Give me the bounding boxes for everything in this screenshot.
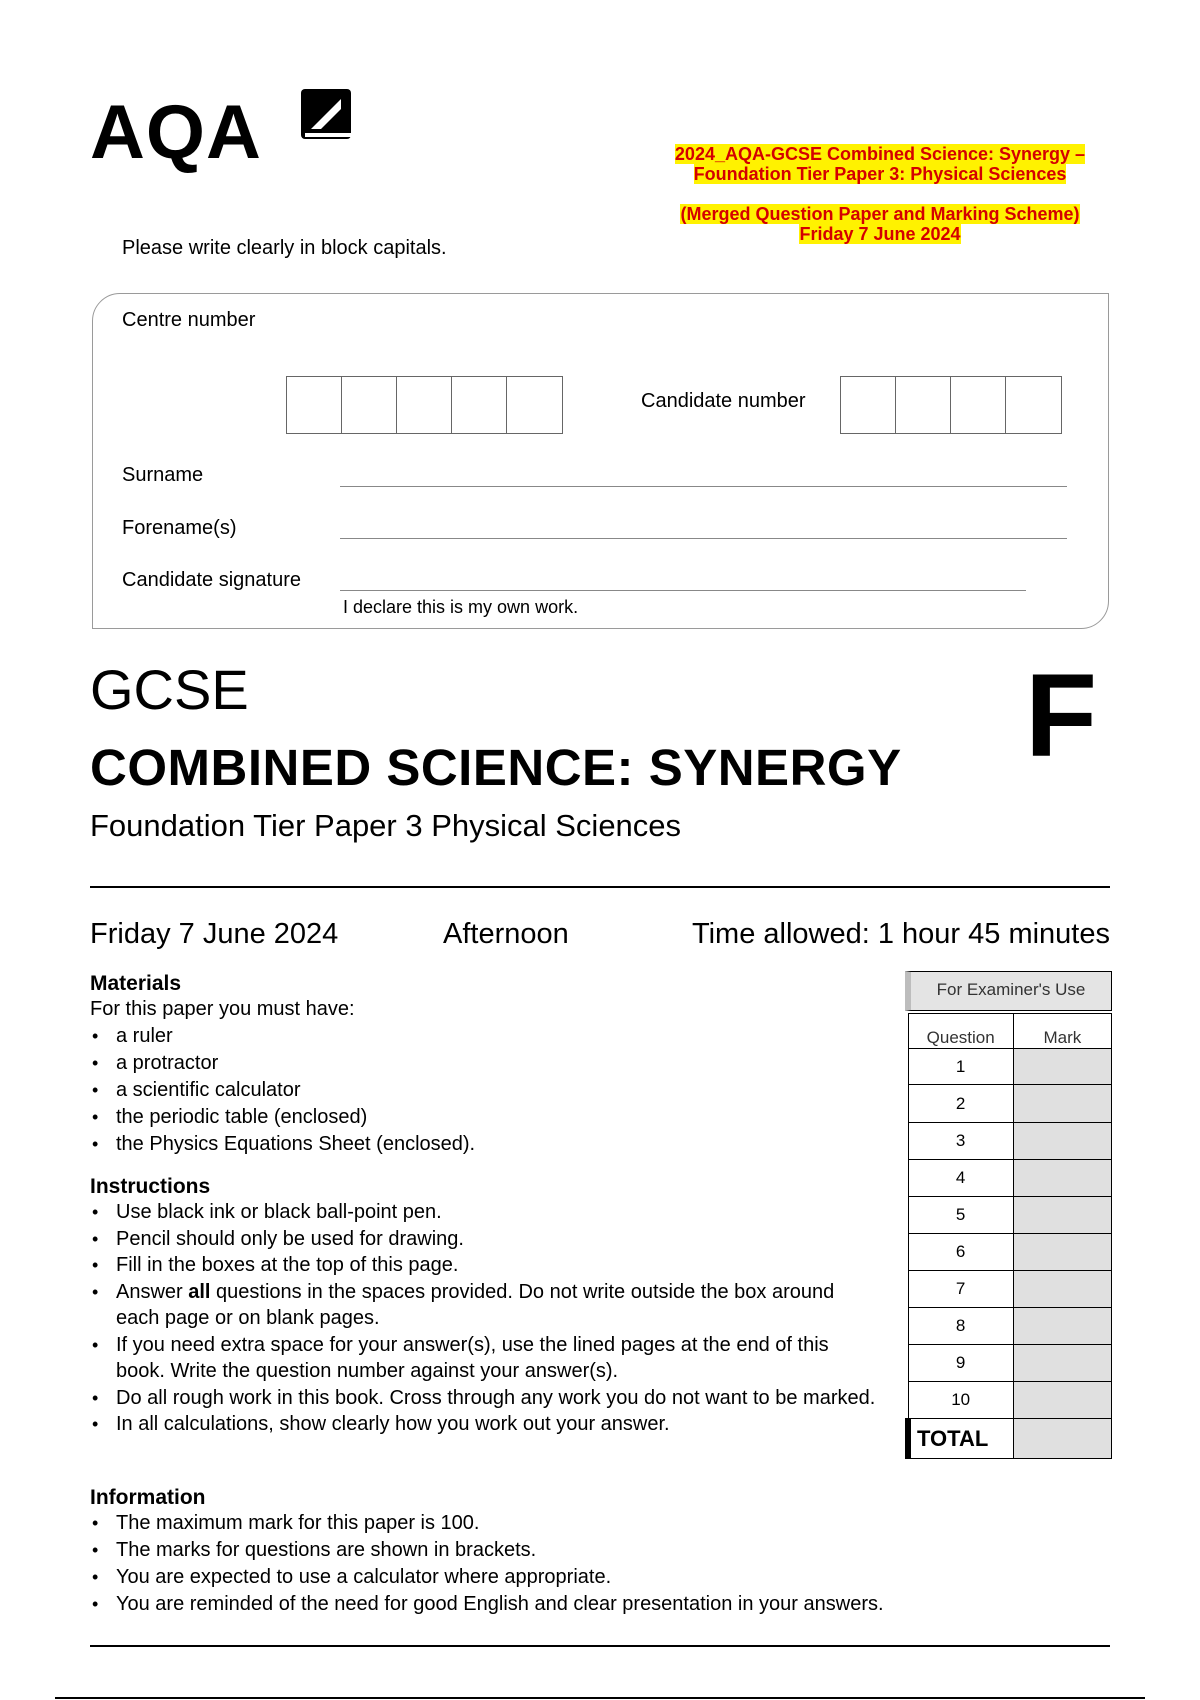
total-mark-cell[interactable]: [1013, 1419, 1111, 1459]
list-item: • Use black ink or black ball-point pen.: [90, 1199, 880, 1226]
list-item: • The marks for questions are shown in brackets.: [90, 1537, 1090, 1564]
highlight-subtitle: [620, 204, 1140, 244]
forename-input[interactable]: [340, 538, 1067, 539]
list-item: • Fill in the boxes at the top of this page.: [90, 1252, 880, 1279]
highlight-line-4: Friday 7 June 2024: [799, 224, 961, 244]
forename-label: Forename(s): [122, 517, 237, 539]
materials-list: [90, 1023, 890, 1158]
declaration-text: I declare this is my own work.: [343, 597, 579, 617]
mark-cell[interactable]: [1013, 1049, 1111, 1085]
mark-cell[interactable]: [1013, 1308, 1111, 1345]
information-list: [90, 1510, 1090, 1618]
question-number: 8: [908, 1308, 1013, 1345]
marks-table: [905, 1013, 1112, 1459]
list-item: • You are expected to use a calculator where appropriate.: [90, 1564, 1090, 1591]
question-number: 4: [908, 1160, 1013, 1197]
total-label: TOTAL: [908, 1419, 1013, 1459]
list-item: • If you need extra space for your answer(s), use the lined pages at the end of this book. Write the question number against your answer(s).: [90, 1332, 880, 1385]
surname-input[interactable]: [340, 486, 1067, 487]
centre-digit-box[interactable]: [287, 377, 342, 433]
table-row: [908, 1085, 1112, 1123]
table-row: [908, 1123, 1112, 1160]
aqa-logo: [90, 85, 360, 185]
table-row: [908, 1197, 1112, 1234]
time-allowed: Time allowed: 1 hour 45 minutes: [691, 918, 1110, 950]
question-number: 7: [908, 1271, 1013, 1308]
question-column-header: Question: [908, 1014, 1013, 1049]
list-item: • You are reminded of the need for good English and clear presentation in your answers.: [90, 1591, 1090, 1618]
mark-cell[interactable]: [1013, 1123, 1111, 1160]
exam-session: Afternoon: [443, 918, 569, 950]
highlight-title: [620, 144, 1140, 184]
candidate-digit-box[interactable]: [896, 377, 951, 433]
exam-date: Friday 7 June 2024: [90, 918, 339, 950]
question-number: 5: [908, 1197, 1013, 1234]
candidate-digit-box[interactable]: [1006, 377, 1061, 433]
examiner-use-table: [905, 971, 1112, 1459]
subject-title: COMBINED SCIENCE: SYNERGY: [90, 739, 902, 796]
list-item: • Do all rough work in this book. Cross through any work you do not want to be marked.: [90, 1385, 880, 1412]
tier-letter: F: [1025, 650, 1098, 782]
list-item: • a protractor: [90, 1050, 890, 1077]
list-item: [90, 1279, 880, 1332]
highlight-line-3: (Merged Question Paper and Marking Scheme): [680, 204, 1080, 224]
block-capitals-note: Please write clearly in block capitals.: [122, 237, 447, 259]
page-edge-line: [55, 1697, 1145, 1699]
mark-cell[interactable]: [1013, 1160, 1111, 1197]
highlight-line-1: 2024_AQA-GCSE Combined Science: Synergy –: [674, 144, 1086, 164]
centre-number-label: Centre number: [122, 309, 256, 331]
centre-digit-box[interactable]: [342, 377, 397, 433]
signature-input[interactable]: [340, 590, 1026, 591]
question-number: 1: [908, 1049, 1013, 1085]
information-section: [90, 1486, 1090, 1618]
list-item: • The maximum mark for this paper is 100.: [90, 1510, 1090, 1537]
mark-column-header: Mark: [1013, 1014, 1111, 1049]
instructions-list: [90, 1199, 880, 1438]
aqa-logo-mark-icon: [297, 85, 355, 143]
examiner-use-title: For Examiner's Use: [905, 971, 1112, 1011]
instructions-heading: Instructions: [90, 1175, 211, 1198]
mark-cell[interactable]: [1013, 1085, 1111, 1123]
table-row: [908, 1382, 1112, 1419]
signature-label: Candidate signature: [122, 569, 302, 591]
divider: [90, 886, 1110, 888]
table-row: [908, 1345, 1112, 1382]
question-number: 6: [908, 1234, 1013, 1271]
mark-cell[interactable]: [1013, 1271, 1111, 1308]
highlight-line-2: Foundation Tier Paper 3: Physical Sciences: [693, 164, 1067, 184]
answer-all-bold: all: [188, 1280, 211, 1303]
materials-heading: Materials: [90, 972, 182, 995]
centre-digit-box[interactable]: [507, 377, 562, 433]
list-item: • In all calculations, show clearly how you work out your answer.: [90, 1411, 880, 1438]
list-item: • a scientific calculator: [90, 1077, 890, 1104]
table-row: [908, 1308, 1112, 1345]
table-row: [908, 1234, 1112, 1271]
centre-digit-box[interactable]: [452, 377, 507, 433]
table-row: [908, 1049, 1112, 1085]
answer-all-before: Answer: [116, 1280, 189, 1303]
total-row: [908, 1419, 1112, 1459]
candidate-digit-box[interactable]: [951, 377, 1006, 433]
list-item: • the periodic table (enclosed): [90, 1104, 890, 1131]
materials-section: [90, 972, 890, 1158]
list-item: • the Physics Equations Sheet (enclosed).: [90, 1131, 890, 1158]
centre-number-input[interactable]: [286, 376, 563, 434]
materials-intro: For this paper you must have:: [90, 998, 355, 1020]
mark-cell[interactable]: [1013, 1234, 1111, 1271]
answer-all-after: questions in the spaces provided. Do not write outside the box around each page or on blank pages.: [116, 1280, 835, 1329]
question-number: 3: [908, 1123, 1013, 1160]
bottom-divider: [90, 1645, 1110, 1647]
brand-name: AQA: [90, 90, 262, 175]
candidate-number-input[interactable]: [840, 376, 1062, 434]
question-number: 10: [908, 1382, 1013, 1419]
list-item: • a ruler: [90, 1023, 890, 1050]
candidate-digit-box[interactable]: [841, 377, 896, 433]
question-number: 2: [908, 1085, 1013, 1123]
centre-digit-box[interactable]: [397, 377, 452, 433]
table-row: [908, 1160, 1112, 1197]
instructions-section: [90, 1175, 880, 1438]
table-row: [908, 1271, 1112, 1308]
qualification-title: GCSE: [90, 658, 249, 721]
list-item: • Pencil should only be used for drawing.: [90, 1226, 880, 1253]
mark-cell[interactable]: [1013, 1197, 1111, 1234]
tier-paper-title: Foundation Tier Paper 3 Physical Sciences: [90, 808, 682, 843]
candidate-number-label: Candidate number: [641, 390, 806, 412]
exam-info-row: [90, 918, 1110, 954]
question-number: 9: [908, 1345, 1013, 1382]
mark-cell[interactable]: [1013, 1345, 1111, 1382]
information-heading: Information: [90, 1486, 206, 1509]
surname-label: Surname: [122, 464, 204, 486]
mark-cell[interactable]: [1013, 1382, 1111, 1419]
